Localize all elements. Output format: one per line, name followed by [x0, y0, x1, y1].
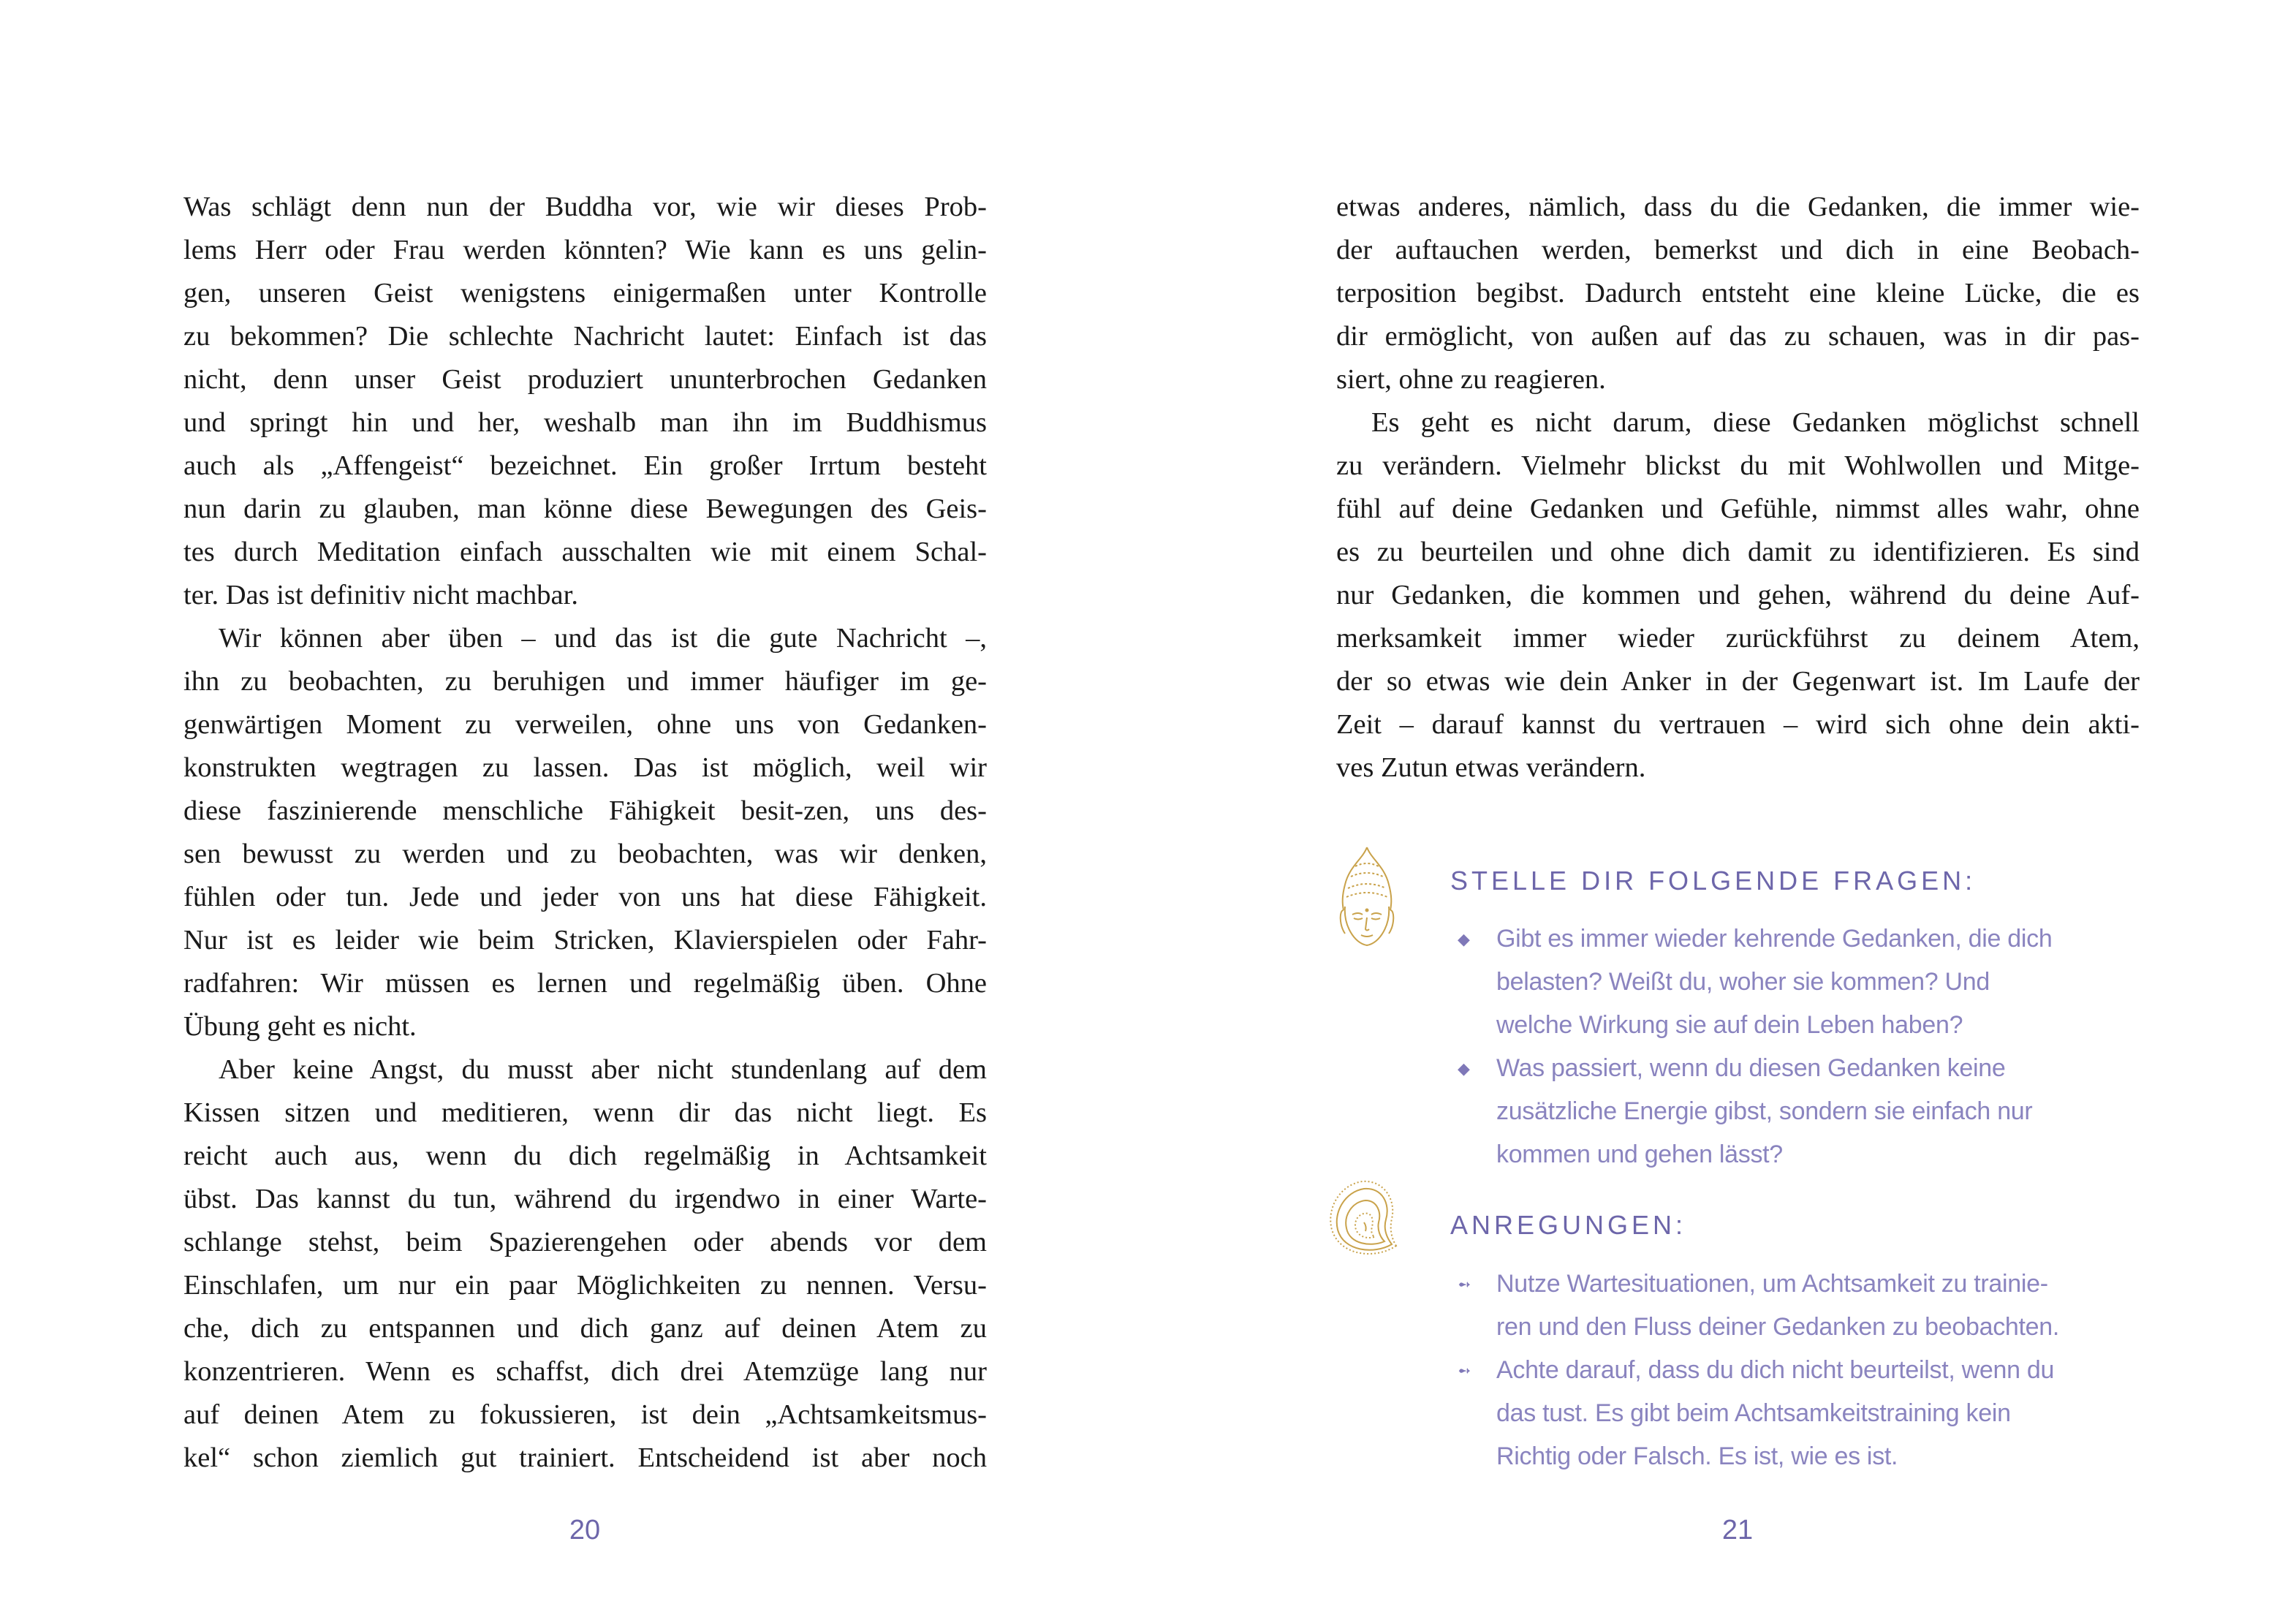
list-item [1458, 1263, 2145, 1349]
text-line: auch als „Affengeist“ bezeichnet. Ein großer Irrtum besteht [183, 450, 987, 481]
list-item-line: kommen und gehen lässt? [1496, 1140, 1783, 1168]
text-line: reicht auch aus, wenn du dich regelmäßig in Achtsamkeit [183, 1140, 987, 1171]
list-item-line: Gibt es immer wieder kehrende Gedanken, die dich [1496, 925, 2053, 953]
list-item [1458, 1047, 2145, 1176]
text-line: fühlen oder tun. Jede und jeder von uns hat diese Fähigkeit. [183, 882, 987, 912]
suggestions-heading: ANREGUNGEN: [1450, 1210, 1687, 1240]
paragraph [1336, 401, 2140, 790]
text-line: fühl auf deine Gedanken und Gefühle, nimmst alles wahr, ohne [1336, 493, 2140, 524]
page-number-right: 21 [1721, 1515, 1754, 1546]
text-line: zu bekommen? Die schlechte Nachricht lautet: Einfach ist das [183, 321, 987, 352]
diamond-bullet-icon: ◆ [1458, 1059, 1470, 1078]
paisley-leaf-icon [1326, 1179, 1401, 1260]
list-item [1458, 1349, 2145, 1478]
paragraph [183, 1048, 987, 1480]
text-line: terposition begibst. Dadurch entsteht eine kleine Lücke, die es [1336, 278, 2140, 309]
suggestions-list [1458, 1263, 2145, 1478]
list-item-line: belasten? Weißt du, woher sie kommen? Und [1496, 968, 1990, 996]
text-line: schlange stehst, beim Spazierengehen oder abends vor dem [183, 1227, 987, 1257]
text-line: etwas anderes, nämlich, dass du die Gedanken, die immer wie- [1336, 192, 2140, 222]
text-line: nur Gedanken, die kommen und gehen, während du deine Auf- [1336, 580, 2140, 610]
list-item-line: Achte darauf, dass du dich nicht beurteilst, wenn du [1496, 1356, 2055, 1384]
text-line: merksamkeit immer wieder zurückführst zu deinem Atem, [1336, 623, 2140, 654]
list-item-line: welche Wirkung sie auf dein Leben haben? [1496, 1011, 1963, 1039]
text-line: lems Herr oder Frau werden könnten? Wie kann es uns gelin- [183, 235, 987, 265]
text-line: der so etwas wie dein Anker in der Gegenwart ist. Im Laufe der [1336, 666, 2140, 697]
list-item [1458, 918, 2145, 1047]
text-line: Wir können aber üben – und das ist die gute Nachricht –, [219, 623, 987, 654]
text-line: siert, ohne zu reagieren. [1336, 364, 1606, 395]
text-line: Aber keine Angst, du musst aber nicht stundenlang auf dem [219, 1054, 987, 1085]
arrow-bullet-icon: ➻ [1458, 1361, 1471, 1380]
text-line: dir ermöglicht, von außen auf das zu schauen, was in dir pas- [1336, 321, 2140, 352]
list-item-line: zusätzliche Energie gibst, sondern sie einfach nur [1496, 1097, 2033, 1125]
text-line: kel“ schon ziemlich gut trainiert. Entscheidend ist aber noch [183, 1442, 987, 1473]
text-line: und springt hin und her, weshalb man ihn im Buddhismus [183, 407, 987, 438]
text-line: Einschlafen, um nur ein paar Möglichkeiten zu nennen. Versu- [183, 1270, 987, 1301]
list-item-line: das tust. Es gibt beim Achtsamkeitstraining kein [1496, 1399, 2011, 1427]
questions-list [1458, 918, 2145, 1176]
right-body-text [1336, 186, 2140, 790]
text-line: ihn zu beobachten, zu beruhigen und immer häufiger im ge- [183, 666, 987, 697]
text-line: Übung geht es nicht. [183, 1011, 417, 1042]
page-number-left: 20 [569, 1515, 601, 1546]
text-line: nicht, denn unser Geist produziert ununterbrochen Gedanken [183, 364, 987, 395]
text-line: es zu beurteilen und ohne dich damit zu identifizieren. Es sind [1336, 537, 2140, 567]
text-line: diese faszinierende menschliche Fähigkeit besit-zen, uns des- [183, 795, 987, 826]
text-line: genwärtigen Moment zu verweilen, ohne uns von Gedanken- [183, 709, 987, 740]
buddha-head-icon [1333, 844, 1401, 950]
text-line: sen bewusst zu werden und zu beobachten, was wir denken, [183, 839, 987, 869]
list-item-line: ren und den Fluss deiner Gedanken zu beobachten. [1496, 1313, 2060, 1341]
diamond-bullet-icon: ◆ [1458, 930, 1470, 948]
list-item-line: Richtig oder Falsch. Es ist, wie es ist. [1496, 1442, 1898, 1470]
text-line: der auftauchen werden, bemerkst und dich in eine Beobach- [1336, 235, 2140, 265]
text-line: gen, unseren Geist wenigstens einigermaßen unter Kontrolle [183, 278, 987, 309]
text-line: Kissen sitzen und meditieren, wenn dir das nicht liegt. Es [183, 1097, 987, 1128]
text-line: ves Zutun etwas verändern. [1336, 752, 1646, 783]
text-line: konstrukten wegtragen zu lassen. Das ist möglich, weil wir [183, 752, 987, 783]
text-line: auf deinen Atem zu fokussieren, ist dein „Achtsamkeitsmus- [183, 1399, 987, 1430]
text-line: nun darin zu glauben, man könne diese Bewegungen des Geis- [183, 493, 987, 524]
list-item-line: Nutze Wartesituationen, um Achtsamkeit zu trainie- [1496, 1270, 2048, 1298]
text-line: Was schlägt denn nun der Buddha vor, wie wir dieses Prob- [183, 192, 987, 222]
list-item-line: Was passiert, wenn du diesen Gedanken keine [1496, 1054, 2006, 1082]
text-line: Nur ist es leider wie beim Stricken, Klavierspielen oder Fahr- [183, 925, 987, 956]
text-line: übst. Das kannst du tun, während du irgendwo in einer Warte- [183, 1184, 987, 1214]
text-line: che, dich zu entspannen und dich ganz auf deinen Atem zu [183, 1313, 987, 1344]
text-line: ter. Das ist definitiv nicht machbar. [183, 580, 578, 610]
paragraph [1336, 186, 2140, 401]
text-line: radfahren: Wir müssen es lernen und regelmäßig üben. Ohne [183, 968, 987, 999]
text-line: Es geht es nicht darum, diese Gedanken möglichst schnell [1371, 407, 2140, 438]
text-line: zu verändern. Vielmehr blickst du mit Wohlwollen und Mitge- [1336, 450, 2140, 481]
paragraph [183, 186, 987, 617]
text-line: Zeit – darauf kannst du vertrauen – wird sich ohne dein akti- [1336, 709, 2140, 740]
text-line: konzentrieren. Wenn es schaffst, dich drei Atemzüge lang nur [183, 1356, 987, 1387]
paragraph [183, 617, 987, 1048]
arrow-bullet-icon: ➻ [1458, 1275, 1471, 1293]
questions-heading: STELLE DIR FOLGENDE FRAGEN: [1450, 866, 1977, 896]
left-body-text [183, 186, 987, 1480]
text-line: tes durch Meditation einfach ausschalten wie mit einem Schal- [183, 537, 987, 567]
